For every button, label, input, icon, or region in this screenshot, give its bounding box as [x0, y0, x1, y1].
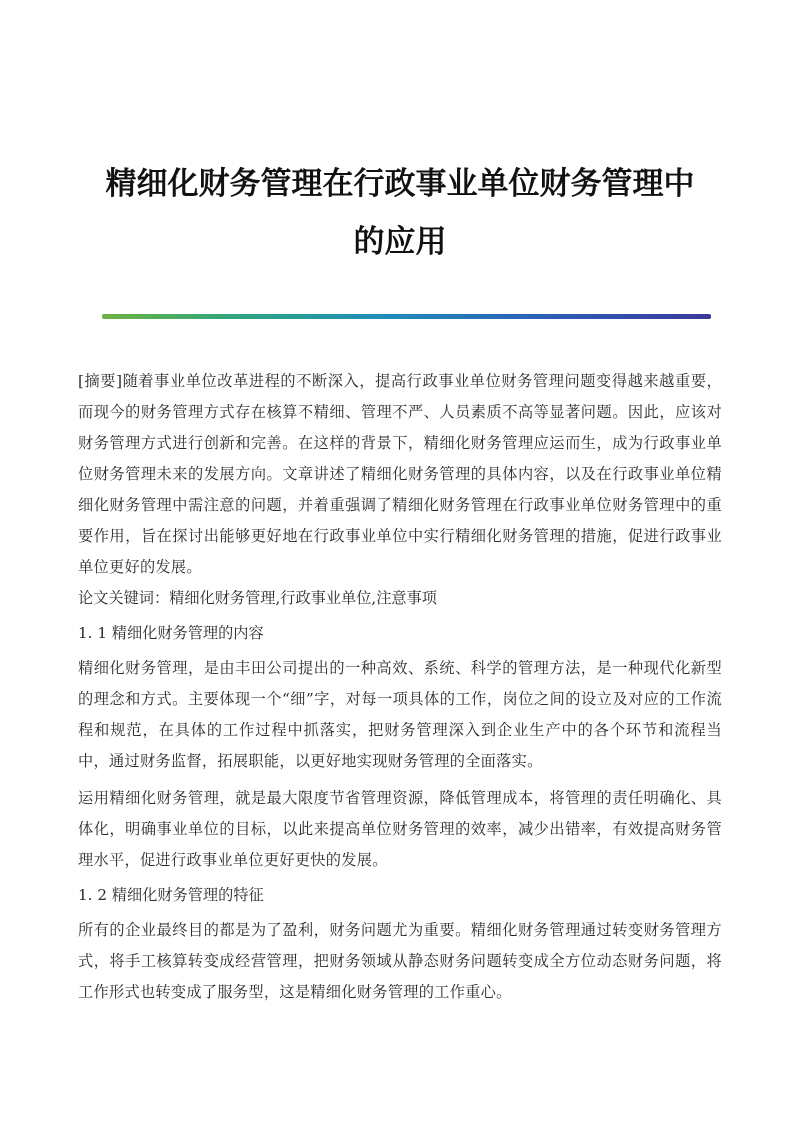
title-line-2: 的应用: [353, 224, 447, 260]
keywords-line: 论文关键词：精细化财务管理,行政事业单位,注意事项: [78, 589, 437, 607]
document-title: [60, 155, 740, 271]
section-heading-1-2: 1. 2 精细化财务管理的特征: [78, 886, 264, 904]
abstract-paragraph: [摘要]随着事业单位改革进程的不断深入，提高行政事业单位财务管理问题变得越来越重要，而现今的财务管理方式存在核算不精细、管理不严、人员素质不高等显著问题。因此，应该对财务管理方式进行创新和完善。在这样的背景下，精细化财务管理应运而生，成为行政事业单位财务管理未来的发展方向。文章讲述了精细化财务管理的具体内容，以及在行政事业单位精细化财务管理中需注意的问题，并着重强调了精细化财务管理在行政事业单位财务管理中的重要作用，旨在探讨出能够更好地在行政事业单位中实行精细化财务管理的措施，促进行政事业单位更好的发展。: [78, 372, 722, 576]
section-heading-1-1: 1. 1 精细化财务管理的内容: [78, 624, 264, 642]
section-1-2-paragraph-1: 所有的企业最终目的都是为了盈利，财务问题尤为重要。精细化财务管理通过转变财务管理方式，将手工核算转变成经营管理，把财务领域从静态财务问题转变成全方位动态财务问题，将工作形式也转变成了服务型，这是精细化财务管理的工作重心。: [78, 921, 722, 1001]
section-1-1-paragraph-2: 运用精细化财务管理，就是最大限度节省管理资源，降低管理成本，将管理的责任明确化、具体化，明确事业单位的目标，以此来提高单位财务管理的效率，减少出错率，有效提高财务管理水平，促进行政事业单位更好更快的发展。: [78, 789, 722, 869]
document-body: [78, 366, 722, 1008]
title-divider: [102, 314, 711, 319]
title-line-1: 精细化财务管理在行政事业单位财务管理中: [105, 166, 695, 202]
section-1-1-paragraph-1: 精细化财务管理，是由丰田公司提出的一种高效、系统、科学的管理方法，是一种现代化新型的理念和方式。主要体现一个“细”字，对每一项具体的工作，岗位之间的设立及对应的工作流程和规范，在具体的工作过程中抓落实，把财务管理深入到企业生产中的各个环节和流程当中，通过财务监督，拓展职能，以更好地实现财务管理的全面落实。: [78, 659, 722, 770]
